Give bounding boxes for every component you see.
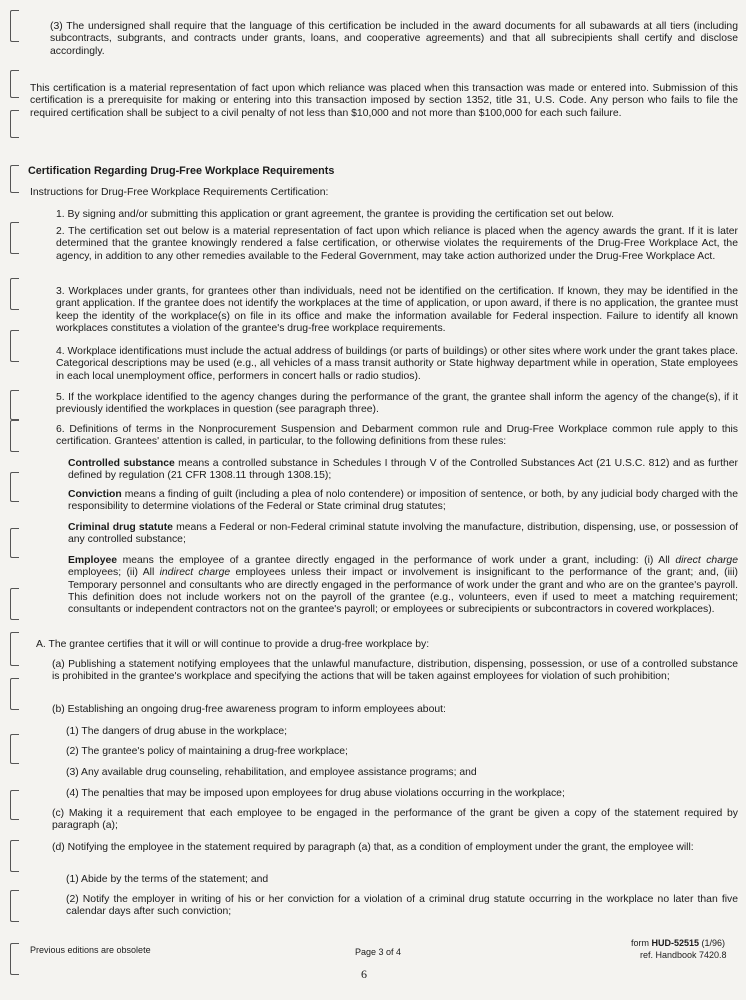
definition-criminal-drug-statute: Criminal drug statute means a Federal or non-Federal criminal statute involving the manufacture, distribution, dispensing, use, or possession of any controlled substance; xyxy=(68,522,738,546)
instruction-3: 3. Workplaces under grants, for grantees other than individuals, need not be identified on the certification. If known, they may be identified in the grant application. If the grantee does not identify the workplaces at the time of application, or upon award, if there is no application, the grantee must keep the identity of the workplace(s) on file in its office and make the information available for Federal inspection. Failure to identify all known workplaces constitutes a violation of the grantee's drug-free workplace requirements. xyxy=(56,286,738,334)
margin-bracket xyxy=(10,678,19,710)
certification-b3: (3) Any available drug counseling, rehabilitation, and employee assistance programs; and xyxy=(66,767,477,778)
margin-bracket xyxy=(10,222,19,254)
paragraph-3: (3) The undersigned shall require that the language of this certification be included in the award documents for all subawards at all tiers (including subcontracts, subgrants, and contracts under grants, loans, and cooperative agreements) and that all subrecipients shall certify and disclose accordingly. xyxy=(50,21,738,57)
certification-d2: (2) Notify the employer in writing of his or her conviction for a violation of a criminal drug statute occurring in the workplace no later than five calendar days after such conviction; xyxy=(66,894,738,918)
margin-bracket xyxy=(10,278,19,310)
term-conviction: Conviction xyxy=(68,489,122,500)
instructions-title: Instructions for Drug-Free Workplace Requirements Certification: xyxy=(30,187,329,198)
margin-bracket xyxy=(10,588,19,620)
certification-b4: (4) The penalties that may be imposed upon employees for drug abuse violations occurring in the workplace; xyxy=(66,788,565,799)
certification-a: (a) Publishing a statement notifying employees that the unlawful manufacture, distribution, dispensing, possession, or use of a controlled substance is prohibited in the grantee's workplace and specifying the actions that will be taken against employees for violation of such prohibition; xyxy=(52,659,738,683)
instruction-4: 4. Workplace identifications must include the actual address of buildings (or parts of buildings) or other sites where work under the grant takes place. Categorical descriptions may be used (e.g., all vehicles of a mass transit authority or State highway department while in operation, State employees in each local unemployment office, performers in concert halls or radio studios). xyxy=(56,346,738,382)
term-controlled-substance: Controlled substance xyxy=(68,458,175,469)
margin-bracket xyxy=(10,472,19,502)
instruction-2: 2. The certification set out below is a material representation of fact upon which reliance is placed when the agency awards the grant. If it is later determined that the grantee knowingly rendered a false certification, or otherwise violates the requirements of the Drug-Free Workplace Act, the agency, in addition to any other remedies available to the Federal Government, may take action authorized under the Drug-Free Workplace Act. xyxy=(56,226,738,262)
instruction-5: 5. If the workplace identified to the agency changes during the performance of the grant, the grantee shall inform the agency of the change(s), if it previously identified the workplaces in question (see paragraph three). xyxy=(56,392,738,416)
margin-bracket xyxy=(10,110,19,138)
margin-bracket xyxy=(10,528,19,558)
margin-bracket xyxy=(10,734,19,764)
footer-handbook-ref: ref. Handbook 7420.8 xyxy=(640,950,727,960)
margin-bracket xyxy=(10,890,19,922)
footer-page-label: Page 3 of 4 xyxy=(355,947,402,957)
certification-d1: (1) Abide by the terms of the statement; and xyxy=(66,874,269,885)
margin-bracket xyxy=(10,390,19,420)
certification-A: A. The grantee certifies that it will or will continue to provide a drug-free workplace by: xyxy=(36,639,430,650)
term-employee: Employee xyxy=(68,555,118,566)
margin-bracket xyxy=(10,165,19,193)
instruction-6: 6. Definitions of terms in the Nonprocurement Suspension and Debarment common rule and Drug-Free Workplace common rule apply to this certification. Grantees' attention is called, in particular, to the following definitions from these rules: xyxy=(56,424,738,448)
certification-b1: (1) The dangers of drug abuse in the workplace; xyxy=(66,726,288,737)
certification-b: (b) Establishing an ongoing drug-free awareness program to inform employees about: xyxy=(52,704,446,715)
definition-conviction: Conviction means a finding of guilt (including a plea of nolo contendere) or imposition of sentence, or both, by any judicial body charged with the responsibility to determine violations of the Federal or State criminal drug statutes; xyxy=(68,489,738,513)
definition-controlled-substance: Controlled substance means a controlled substance in Schedules I through V of the Controlled Substances Act (21 U.S.C. 812) and as further defined by regulation (21 CFR 1308.11 through 1308.15); xyxy=(68,458,738,482)
page-number: 6 xyxy=(361,967,367,981)
margin-bracket xyxy=(10,790,19,820)
certification-c: (c) Making it a requirement that each employee to be engaged in the performance of the grant be given a copy of the statement required by paragraph (a); xyxy=(52,808,738,832)
margin-bracket xyxy=(10,330,19,362)
margin-bracket xyxy=(10,943,19,975)
certification-b2: (2) The grantee's policy of maintaining a drug-free workplace; xyxy=(66,746,348,757)
definition-employee: Employee means the employee of a grantee directly engaged in the performance of work under a grant, including: (i) All direct charge employees; (ii) All indirect charge employees unless their impact or involvement is insignificant to the performance of the grant; and, (iii) Temporary personnel and consultants who are directly engaged in the performance of work under the grant and who are on the grantee's payroll. This definition does not include workers not on the payroll of the grantee (e.g., volunteers, even if used to meet a matching requirement; consultants or independent contractors not on the grantee's payroll; or employees or subrecipients or subcontractors in covered workplaces). xyxy=(68,555,738,616)
margin-bracket xyxy=(10,420,19,452)
margin-bracket xyxy=(10,632,19,666)
margin-bracket xyxy=(10,840,19,872)
reliance-paragraph: This certification is a material representation of fact upon which reliance was placed when this transaction was made or entered into. Submission of this certification is a prerequisite for making or entering into this transaction imposed by section 1352, title 31, U.S. Code. Any person who fails to file the required certification shall be subject to a civil penalty of not less than $10,000 and not more than $100,000 for each such failure. xyxy=(30,83,738,119)
term-criminal-drug-statute: Criminal drug statute xyxy=(68,522,173,533)
certification-d: (d) Notifying the employee in the statement required by paragraph (a) that, as a condition of employment under the grant, the employee will: xyxy=(52,842,694,853)
section-title: Certification Regarding Drug-Free Workplace Requirements xyxy=(28,165,335,177)
instruction-1: 1. By signing and/or submitting this application or grant agreement, the grantee is providing the certification set out below. xyxy=(56,209,614,220)
margin-bracket xyxy=(10,70,19,98)
margin-bracket xyxy=(10,10,19,42)
footer-editions-note: Previous editions are obsolete xyxy=(30,945,151,955)
footer-form-number: form HUD-52515 (1/96) xyxy=(631,938,726,948)
